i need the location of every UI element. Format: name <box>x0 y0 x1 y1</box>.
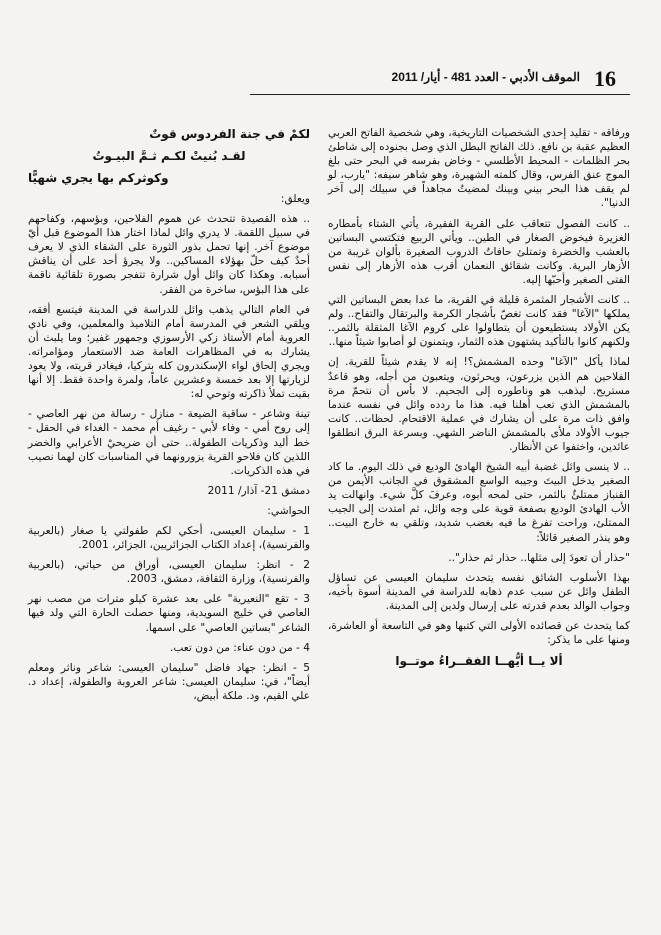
paragraph: في العام التالي يذهب وائل للدراسة في المدينة فيتسع أفقه، ويلقي الشعر في المدرسة أمام التلاميذ والمعلمين، وفي نادي العروبة أمام الأستاذ زكي الأرسوزي وجمهور غفير؛ وما يلبث أن يشارك به في المظاهرات العامة ضد الاستعمار ومؤامراته. ويجري إلحاق لواء الإسكندرون كله بتركيا، فيغادر قريته، ولا يعود لزيارتها إلا بعد خمسة وعشرين عاماً، ولمرة واحدة فقط. إلا أنها بقيت تملأ ذاكرته وتوحي له: <box>28 303 310 401</box>
verse-line: ألا يــا أيُّهــا الفقــراءُ موتــوا <box>395 654 563 669</box>
paragraph: ورفاقه - تقليد إحدى الشخصيات التاريخية، وهي شخصية الفاتح العربي العظيم عقبة بن نافع. ذلك الفاتح البطل الذي وصل بجنوده إلى شاطئ بحر الظلمات - المحيط الأطلسي - وخاض بفرسه في البحر حتى بلغ الموج عنق الفرس، وقال كلمته الشهيرة، وهو شاهر سيفه: "يارب، لو لم يقف هذا البحر بيني وبينك لمضيتُ مجاهداً في سبيلك إلى آخر الدنيا". <box>328 127 630 210</box>
comment-label: ويعلق: <box>280 193 310 205</box>
footnote: 4 - من دون عناء: من دون تعب. <box>170 641 310 654</box>
paragraph: .. كانت الأشجار المثمرة قليلة في القرية، ما عدا بعض البساتين التي يملكها "الآغا" فقد كانت تغصّ بأشجار الكرمة والبرتقال والتفاح.. ولم يكن الأولاد يستطيعون أن يتطاولوا على كروم الآغا المثقلة بالثمر.. ولكنهم كانوا بالتأكيد يشتهون هذه الثمار، ويتمنون لو أصابوا شيئاً منها.. <box>328 294 630 349</box>
paragraph: .. هذه القصيدة تتحدث عن هموم الفلاحين، وبؤسهم، وكفاحهم في سبيل اللقمة. لا يدري وائل لماذا اختار هذا الموضوع قبل أيّ موضوع آخر. إنها تحمل بذور الثورة على الشقاء الذي لا يعرف أحدٌ كيف حلّ بهؤلاء المساكين.. ولا يجرؤ أحد على أن يناقش أسبابه. وهكذا كان وائل أول شرارة تتفجر بصورة تلقائية ناقمة على هذا البؤس، ساخرة من الفقر. <box>28 213 310 296</box>
footnote: 2 - انظر: سليمان العيسى، أوراق من حياتي، (بالعربية والفرنسية)، وزارة الثقافة، دمشق، 2003. <box>28 559 310 586</box>
paragraph: لماذا يأكل "الآغا" وحده المشمش؟! إنه لا يقدم شيئاً للقرية. إن الفلاحين هم الذين يزرعون، ويحرثون، ويتعبون من أجله، وهو قاعدٌ مستريح. ليذهب هو وناطوره إلى الجحيم. لا بأس أن نتحمّ مرة بالمشمش الذي تعب أهلنا فيه. هذا ما ردده وائل في نفسه عندما وافق ذات مرة على أن يشارك في عملية الاقتحام. لحظات.. كانت جيوب الأولاد ملأى بالمشمش الناضر الشهي. وبسرعة البرق انطلقوا عائدين، واختفوا عن الأنظار. <box>328 356 630 453</box>
footnote: 3 - تقع "النعيرية" على بعد عشرة كيلو مترات من مصب نهر العاصي في خليج السويدية، ومنها حصلت الحارة التي ولد فيها الشاعر "بساتين العاصي" على اسمها. <box>28 593 310 634</box>
paragraph: بهذا الأسلوب الشائق نفسه يتحدث سليمان العيسى عن تساؤل الطفل وائل عن سبب عدم ذهابه للدراسة في المدينة أسوة بأخيه، وجواب الوالد بعدم قدرته على إرسال ولدين إلى المدينة. <box>328 571 630 612</box>
date-line: دمشق 21- آذار/ 2011 <box>207 484 310 497</box>
verse-line: لكمْ في جنة الفردوس قوتٌ <box>149 127 310 141</box>
paragraph: .. كانت الفصول تتعاقب على القرية الفقيرة، يأتي الشتاء بأمطاره الغزيرة فيخوض الصغار في الطين.. ويأتي الربيع فتكتسي البساتين بالعشب والخضرة وتمتلئ حافاتُ الدروب الصغيرة بألوان غريبة من الأزهار البرية. وكانت شقائق النعمان أقرب هذه الأزهار إلى نفس الفتى الصغير وأحبّها إليه. <box>328 217 630 286</box>
quote: "حذار أن تعودَ إلى مثلها.. حذار ثم حذار".. <box>448 551 630 564</box>
right-column <box>328 126 630 866</box>
footnote: 1 - سليمان العيسى، أحكي لكم طفولتي يا صغار (بالعربية والفرنسية)، إعداد الكتاب الجزائريين، الجزائر، 2001. <box>28 524 310 552</box>
verse-line: وكوثركم بها يجري شهيًّا <box>28 171 169 185</box>
verse-line: لقـد بُنيتْ لكـم ثـمَّ البيـوتُ <box>92 149 246 163</box>
running-header: الموقف الأدبي - العدد 481 - أيار/ 2011 <box>391 70 580 84</box>
paragraph: .. لا ينسى وائل غضبة أبيه الشيخ الهادئ الوديع في ذلك اليوم. ما كاد الصغير يدخل البيتَ وجيبه الواسع المشقوق في الجانب الأيمن من القنباز ممتلئٌ بالثمر، حتى لمحه أبوه، وعرفَ كلَّ شيء. وانهالت يد الأب الهادئ الوديع بصفعة قوية على وجه وائل، ثم امتدت إلى الجيب الممتلئ، وراحت تفرغ ما فيه بغضب شديد، وتلقي به خارج البيت.. وهو ينذر الصغير قائلاً: <box>328 461 630 544</box>
paragraph: تينة وشاعر - ساقية الضيعة - منازل - رسالة من نهر العاصي - إلى روح أمي - وفاء لأبي - رغيف أم محمد - الغداء في الحقل - خط أليد وذكريات الطفولة.. حتى أن ضريحيْ الأعرابي والخضر اللذين كان فلاحو القرية يزورونهما في المناسبات كان لهما نصيب في هذه الذكريات. <box>28 408 310 477</box>
left-column <box>28 126 310 926</box>
header-rule <box>250 94 630 95</box>
page-number: 16 <box>594 66 616 91</box>
footnote: 5 - انظر: جهاد فاضل "سليمان العيسى: شاعر وناثر ومعلم أيضاً"، في: سليمان العيسى: شاعر العروبة والطفولة، إعداد د. علي القيم، ود. ملكة أبيض، <box>28 661 310 702</box>
footnotes-title: الحواشي: <box>267 504 310 517</box>
paragraph: كما يتحدث عن قصائده الأولى التي كتبها وهو في التاسعة أو العاشرة، ومنها على ما يذكر: <box>328 620 630 647</box>
